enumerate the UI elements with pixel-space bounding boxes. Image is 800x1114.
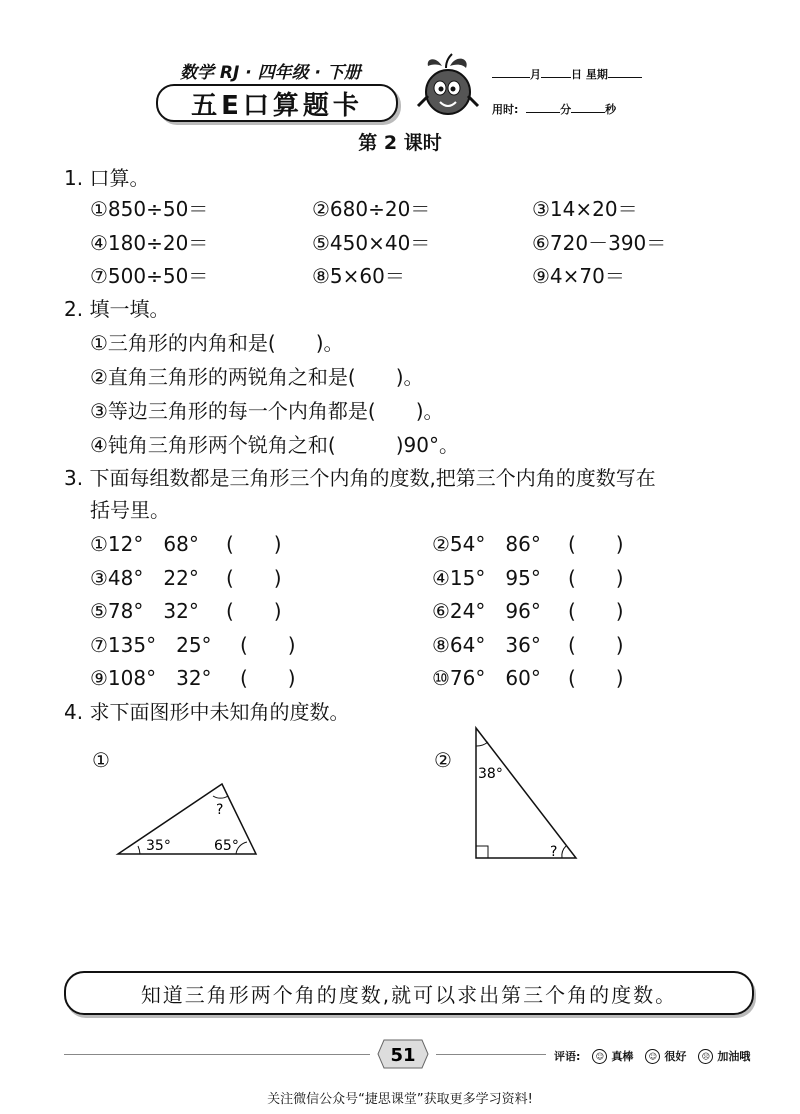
date-weekday-label: 星期 — [585, 68, 608, 81]
rating-bar — [554, 1048, 750, 1064]
q3-item-blank: ( ) — [568, 566, 624, 590]
q3-title-line1: 3. 下面每组数都是三角形三个内角的度数,把第三个内角的度数写在 — [64, 466, 656, 490]
figure-2-angle-top: 38° — [478, 766, 503, 782]
effort-face-icon: ☹ — [698, 1049, 713, 1064]
q3-item-label: ④15° 95° — [432, 566, 541, 590]
q2-title: 2. 填一填。 — [64, 297, 170, 321]
page-number-badge — [372, 1036, 434, 1072]
q3-item-label: ⑧64° 36° — [432, 633, 541, 657]
time-label: 用时: — [492, 103, 519, 116]
q2-item: ④钝角三角形两个锐角之和( )90°。 — [90, 433, 459, 457]
q2-item: ③等边三角形的每一个内角都是( )。 — [90, 399, 444, 423]
q3-item-blank: ( ) — [568, 532, 624, 556]
q1-item: ①850÷50＝ — [90, 197, 209, 221]
q3-item-blank: ( ) — [568, 666, 624, 690]
page-number: 51 — [390, 1045, 416, 1066]
q3-item-label: ⑩76° 60° — [432, 666, 541, 690]
book-subtitle: 数学 RJ · 四年级 · 下册 — [180, 63, 361, 83]
promo-note: 关注微信公众号“捷思课堂”获取更多学习资料! — [267, 1092, 533, 1107]
footer-rule-right — [436, 1054, 546, 1055]
rating-label: 评语: — [554, 1050, 581, 1063]
q1-item: ⑨4×70＝ — [532, 264, 625, 288]
card-title: 五E口算题卡 — [156, 84, 398, 122]
time-field — [492, 101, 616, 117]
figure-1-angle-b: 65° — [214, 838, 239, 854]
q3-item-blank: ( ) — [226, 599, 282, 623]
q1-item: ⑦500÷50＝ — [90, 264, 209, 288]
big-smile-icon: ☺ — [592, 1049, 607, 1064]
figure-2-triangle — [466, 722, 586, 866]
time-min-label: 分 — [560, 103, 572, 116]
q1-item: ⑤450×40＝ — [312, 231, 431, 255]
q3-item-blank: ( ) — [240, 666, 296, 690]
figure-2-number: ② — [434, 748, 452, 772]
footer-rule-left — [64, 1054, 370, 1055]
q2-item: ①三角形的内角和是( )。 — [90, 331, 344, 355]
q3-item-blank: ( ) — [240, 633, 296, 657]
q1-item: ⑧5×60＝ — [312, 264, 405, 288]
q3-item-blank: ( ) — [568, 633, 624, 657]
figure-1-unknown-angle: ? — [216, 802, 224, 818]
q2-item: ②直角三角形的两锐角之和是( )。 — [90, 365, 424, 389]
rating-keep-trying: 加油哦 — [717, 1050, 751, 1063]
q3-item-label: ①12° 68° — [90, 532, 199, 556]
figure-1-angle-a: 35° — [146, 838, 171, 854]
q1-item: ②680÷20＝ — [312, 197, 431, 221]
rating-great: 真棒 — [611, 1050, 634, 1063]
q1-title: 1. 口算。 — [64, 166, 150, 190]
q1-item: ③14×20＝ — [532, 197, 638, 221]
figure-1-triangle — [110, 770, 270, 866]
rating-good: 很好 — [664, 1050, 687, 1063]
q1-item: ④180÷20＝ — [90, 231, 209, 255]
tip-text: 知道三角形两个角的度数,就可以求出第三个角的度数。 — [140, 982, 678, 1007]
date-month-label: 月 — [530, 68, 541, 81]
q3-item-label: ⑦135° 25° — [90, 633, 212, 657]
tip-box — [64, 971, 754, 1015]
q3-item-label: ⑨108° 32° — [90, 666, 212, 690]
lesson-title: 第 2 课时 — [358, 132, 442, 154]
figure-1-number: ① — [92, 748, 110, 772]
q1-item: ⑥720－390＝ — [532, 231, 667, 255]
q3-item-blank: ( ) — [226, 532, 282, 556]
q3-item-label: ③48° 22° — [90, 566, 199, 590]
q3-item-label: ⑥24° 96° — [432, 599, 541, 623]
figure-2-unknown-angle: ? — [550, 844, 558, 860]
date-day-label: 日 — [571, 68, 582, 81]
q3-item-blank: ( ) — [568, 599, 624, 623]
smile-icon: ☺ — [645, 1049, 660, 1064]
q3-item-label: ⑤78° 32° — [90, 599, 199, 623]
q3-item-blank: ( ) — [226, 566, 282, 590]
q3-title-line2: 括号里。 — [90, 498, 170, 522]
date-field — [492, 66, 642, 82]
q4-title: 4. 求下面图形中未知角的度数。 — [64, 700, 350, 724]
mascot-icon — [412, 52, 484, 124]
q3-item-label: ②54° 86° — [432, 532, 541, 556]
time-sec-label: 秒 — [605, 103, 617, 116]
